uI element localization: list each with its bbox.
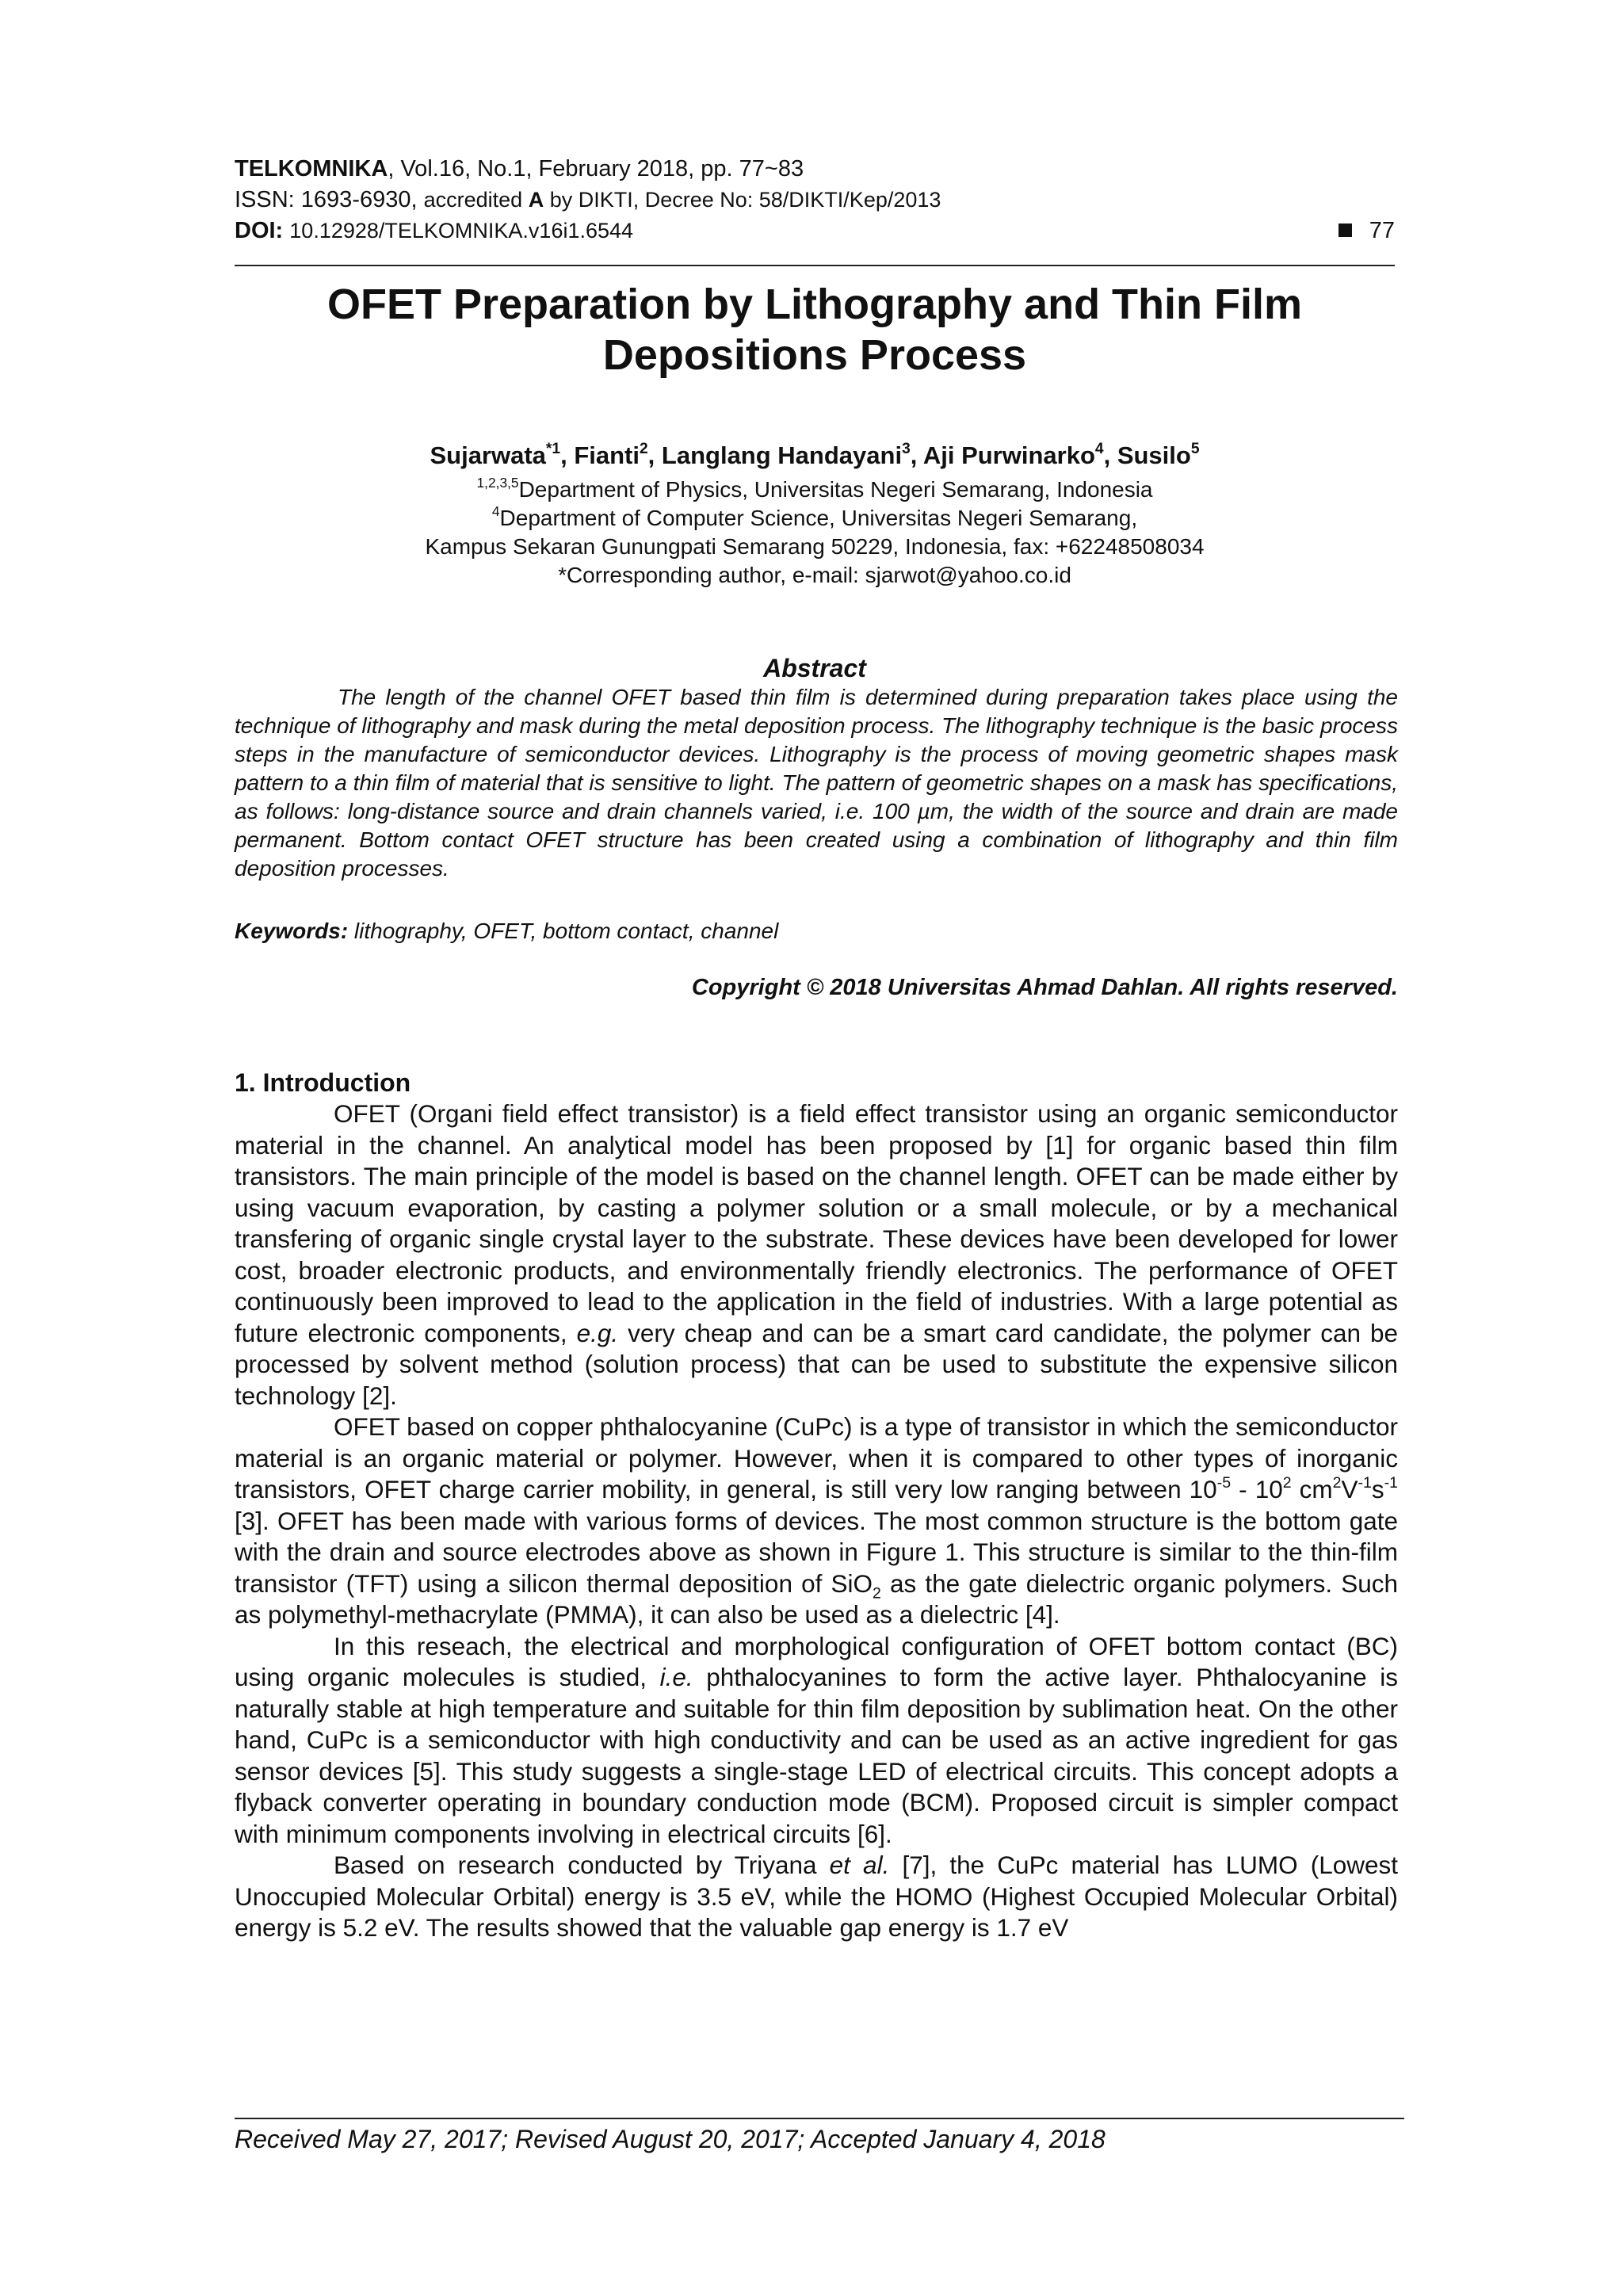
author-name: Langlang Handayani bbox=[661, 441, 903, 469]
text-run: Based on research conducted by Triyana bbox=[334, 1851, 830, 1879]
text-run: OFET based on copper phthalocyanine (CuPc) is a type of transistor in which the semiconductor material is an organic material or polymer. However, when it is compared to other types of inorganic transistors, OFET charge carrier mobility, in general, is still very low ranging between 10 bbox=[235, 1412, 1398, 1503]
affiliation-sup: 1,2,3,5 bbox=[476, 474, 519, 491]
doi-value: 10.12928/TELKOMNIKA.v16i1.6544 bbox=[289, 219, 634, 243]
author-sup: 2 bbox=[639, 440, 648, 457]
square-bullet-icon bbox=[1338, 223, 1352, 237]
italic-run: i.e. bbox=[659, 1663, 693, 1691]
superscript: 2 bbox=[1282, 1473, 1292, 1492]
volume-info: , Vol.16, No.1, February 2018, pp. 77~83 bbox=[388, 156, 804, 181]
corresponding-author: *Corresponding author, e-mail: sjarwot@yahoo.co.id bbox=[558, 563, 1071, 587]
body-text bbox=[235, 1098, 1398, 1944]
doi-line bbox=[235, 217, 1398, 244]
text-run: very cheap and can be a smart card candidate, the polymer can be processed by solvent method (solution process) that can be used to substitute the expensive silicon technology [2]. bbox=[235, 1318, 1398, 1410]
author-sup: *1 bbox=[545, 440, 561, 457]
italic-run: e.g. bbox=[576, 1318, 619, 1347]
journal-citation bbox=[235, 155, 1398, 182]
abstract-text: The length of the channel OFET based thin film is determined during preparation takes place using the technique of lithography and mask during the metal deposition process. The lithography technique is the basic process steps in the manufacture of semiconductor devices. Lithography is the process of moving geometric shapes mask pattern to a thin film of material that is sensitive to light. The pattern of geometric shapes on a mask has specifications, as follows: long-distance source and drain channels varied, i.e. 100 µm, the width of the source and drain are made permanent. Bottom contact OFET structure has been created using a combination of lithography and thin film deposition processes. bbox=[235, 685, 1398, 881]
title-line-2: Depositions Process bbox=[602, 331, 1027, 379]
affiliation-text: Department of Computer Science, Universitas Negeri Semarang, bbox=[499, 506, 1138, 530]
page-number bbox=[1338, 217, 1395, 244]
affiliation-2 bbox=[235, 502, 1395, 532]
paragraph bbox=[235, 1631, 1398, 1851]
text-run: OFET (Organi field effect transistor) is a field effect transistor using an organic semiconductor material in the channel. An analytical model has been proposed by [1] for organic based thin film transistors. The main principle of the model is based on the channel length. OFET can be made either by using vacuum evaporation, by casting a polymer solution or a small molecule, or by a mechanical transfering of organic single crystal layer to the substrate. These devices have been developed for lower cost, broader electronic products, and environmentally friendly electronics. The performance of OFET continuously been improved to lead to the application in the field of industries. With a large potential as future electronic components, bbox=[235, 1099, 1398, 1347]
author-name: Fianti bbox=[574, 441, 640, 469]
affiliation-sup: 4 bbox=[491, 502, 500, 519]
text-run: V bbox=[1341, 1475, 1358, 1503]
author-name: Susilo bbox=[1117, 441, 1191, 469]
affiliation-1 bbox=[235, 476, 1395, 503]
accreditation-grade: A bbox=[528, 188, 544, 212]
text-run: - 10 bbox=[1231, 1475, 1283, 1503]
author-list: Sujarwata$^{*1}$, Fianti$^2$, Langlang Handayani$^3$, Aji Purwinarko$^4$, Susilo$^5$ bbox=[430, 440, 1200, 469]
abstract-heading: Abstract bbox=[763, 654, 866, 682]
italic-run: et al. bbox=[829, 1851, 890, 1879]
affiliation-address: Kampus Sekaran Gunungpati Semarang 50229, Indonesia, fax: +62248508034 bbox=[425, 534, 1205, 559]
accreditation-pre: accredited bbox=[423, 188, 529, 212]
issn-label: ISSN: 1693-6930, bbox=[235, 187, 424, 212]
text-run: s bbox=[1371, 1475, 1384, 1503]
superscript: -1 bbox=[1384, 1473, 1398, 1492]
keywords-text: lithography, OFET, bottom contact, channel bbox=[348, 919, 779, 943]
author-name: Aji Purwinarko bbox=[922, 441, 1095, 469]
keywords-label: Keywords: bbox=[235, 919, 349, 943]
abstract bbox=[235, 683, 1398, 883]
affiliation-text: Department of Physics, Universitas Negeri Semarang, Indonesia bbox=[518, 477, 1153, 502]
doi-label: DOI: bbox=[235, 218, 290, 243]
copyright-notice: Copyright © 2018 Universitas Ahmad Dahlan. All rights reserved. bbox=[691, 975, 1398, 1000]
author-sup: 4 bbox=[1094, 440, 1104, 457]
superscript: -5 bbox=[1216, 1473, 1232, 1492]
footer-divider bbox=[235, 2118, 1404, 2119]
section-heading: 1. Introduction bbox=[235, 1068, 411, 1097]
journal-name: TELKOMNIKA bbox=[235, 156, 388, 181]
text-run: [7], the CuPc material has LUMO (Lowest Unoccupied Molecular Orbital) energy is 3.5 eV, while the HOMO (Highest Occupied Molecular Orbital) energy is 5.2 eV. The results showed that the valuable gap energy is 1.7 eV bbox=[235, 1851, 1399, 1942]
text-run: phthalocyanines to form the active layer. Phthalocyanine is naturally stable at high temperature and suitable for thin film deposition by sublimation heat. On the other hand, CuPc is a semiconductor with high conductivity and can be used as an active ingredient for gas sensor devices [5]. This study suggests a single-stage LED of electrical circuits. This concept adopts a flyback converter operating in boundary conduction mode (BCM). Proposed circuit is simpler compact with minimum components involving in electrical circuits [6]. bbox=[235, 1663, 1398, 1848]
author-name: Sujarwata bbox=[430, 441, 546, 469]
text-run: as the gate dielectric organic polymers. Such as polymethyl-methacrylate (PMMA), it can also be used as a dielectric [4]. bbox=[235, 1568, 1398, 1629]
title-line-1: OFET Preparation by Lithography and Thin Film bbox=[327, 281, 1303, 328]
paragraph bbox=[235, 1850, 1398, 1944]
paragraph bbox=[235, 1412, 1398, 1631]
text-run: In this reseach, the electrical and morphological configuration of OFET bottom contact (BC) using organic molecules is studied, bbox=[235, 1631, 1398, 1691]
header-divider bbox=[235, 265, 1395, 266]
received-dates: Received May 27, 2017; Revised August 20, 2017; Accepted January 4, 2018 bbox=[235, 2125, 1106, 2153]
text-run: cm bbox=[1291, 1475, 1333, 1503]
subscript: 2 bbox=[872, 1584, 881, 1602]
text-run: [3]. OFET has been made with various forms of devices. The most common structure is the bottom gate with the drain and source electrodes above as shown in Figure 1. This structure is similar to the thin-film transistor (TFT) using a silicon thermal deposition of SiO bbox=[235, 1506, 1398, 1598]
issn-line bbox=[235, 186, 1398, 213]
superscript: -1 bbox=[1358, 1473, 1372, 1492]
accreditation-post: by DIKTI, Decree No: 58/DIKTI/Kep/2013 bbox=[544, 188, 941, 212]
author-sup: 3 bbox=[902, 440, 911, 457]
keywords bbox=[235, 917, 1398, 946]
paper-title bbox=[235, 279, 1395, 380]
paragraph bbox=[235, 1098, 1398, 1412]
page-number-value: 77 bbox=[1369, 218, 1395, 243]
author-sup: 5 bbox=[1190, 440, 1200, 457]
superscript: 2 bbox=[1332, 1473, 1342, 1492]
